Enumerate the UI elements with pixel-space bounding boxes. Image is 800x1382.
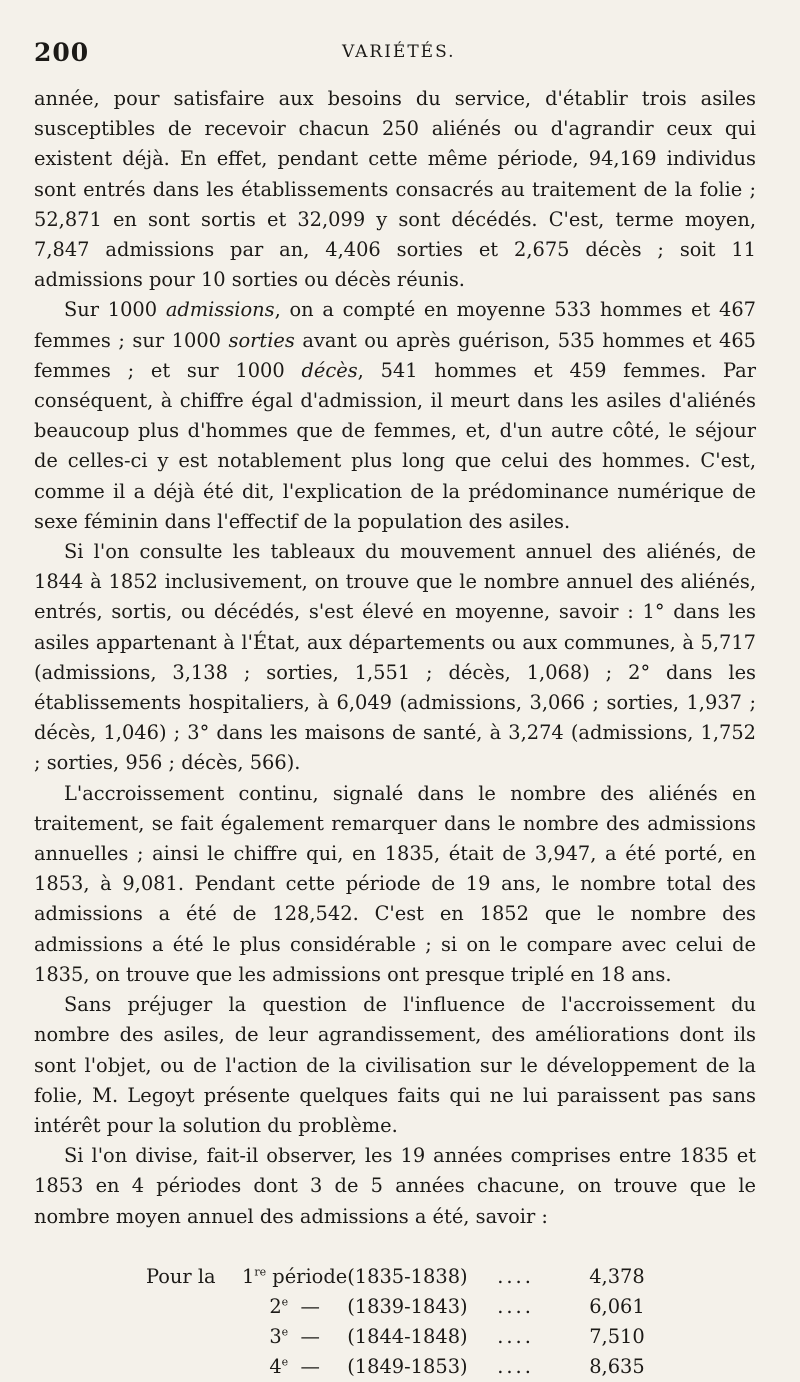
period-range: (1844-1848): [347, 1324, 468, 1348]
paragraph-5: Sans préjuger la question de l'influence de l'accroissement du nombre des asiles, de leur agrandissement, des améliorations dont ils sont l'objet, ou de l'action de la civilisation sur le développement de la folie, M. Legoyt présente quelques faits qui ne lui paraissent pas sans intérêt pour la solution du problème.: [34, 993, 756, 1137]
paragraph-4: L'accroissement continu, signalé dans le nombre des aliénés en traitement, se fait également remarquer dans le nombre des admissions annuelles ; ainsi le chiffre qui, en 1835, était de 3,947, a été porté, en 1853, à 9,081. Pendant cette période de 19 ans, le nombre total des admissions a été de 128,542. C'est en 1852 que le nombre des admissions a été le plus considérable ; si on le compare avec celui de 1835, on trouve que les admissions ont presque triplé en 18 ans.: [34, 781, 756, 986]
period-value: 7,510: [589, 1324, 645, 1348]
leader-dots: ....: [497, 1264, 534, 1288]
paragraph-2: Sur 1000 admissions, on a compté en moyenne 533 hommes et 467 femmes ; sur 1000 sorties avant ou après guérison, 535 hommes et 465 femmes ; et sur 1000 décès, 541 hommes et 459 femmes. Par conséquent, à chiffre égal d'admission, il meurt dans les asiles d'aliénés beaucoup plus d'hommes que de femmes, et, d'un autre côté, le séjour de celles-ci y est notablement plus long que celui des hommes. C'est, comme il a déjà été dit, l'explication de la prédominance numérique de sexe féminin dans l'effectif de la population des asiles.: [34, 298, 756, 533]
page-number: 200: [34, 38, 90, 67]
leader-dots: ....: [497, 1354, 534, 1378]
paragraph-6: Si l'on divise, fait-il observer, les 19 années comprises entre 1835 et 1853 en 4 périodes dont 3 de 5 années chacune, on trouve que le nombre moyen annuel des admissions a été, savoir :: [34, 1144, 756, 1228]
periods-table: [146, 1262, 669, 1382]
paragraph-3: Si l'on consulte les tableaux du mouvement annuel des aliénés, de 1844 à 1852 inclusivement, on trouve que le nombre annuel des aliénés, entrés, sortis, ou décédés, s'est élevé en moyenne, savoir : 1° dans les asiles appartenant à l'État, aux départements ou aux communes, à 5,717 (admissions, 3,138 ; sorties, 1,551 ; décès, 1,068) ; 2° dans les établissements hospitaliers, à 6,049 (admissions, 3,066 ; sorties, 1,937 ; décès, 1,046) ; 3° dans les maisons de santé, à 3,274 (admissions, 1,752 ; sorties, 956 ; décès, 566).: [34, 540, 756, 775]
period-row: [146, 1352, 669, 1382]
period-range: (1835-1838): [347, 1264, 468, 1288]
ditto-mark: —: [300, 1294, 320, 1318]
period-ordinal: 2e —: [269, 1294, 320, 1318]
running-title: VARIÉTÉS.: [342, 42, 456, 62]
period-value: 4,378: [589, 1264, 645, 1288]
period-value: 6,061: [589, 1294, 645, 1318]
emphasis-admissions: admissions: [165, 298, 275, 322]
period-ordinal: 3e —: [269, 1324, 320, 1348]
period-row: [146, 1262, 669, 1292]
emphasis-sorties: sorties: [228, 328, 295, 352]
period-lead-label: Pour la: [146, 1264, 216, 1288]
paragraph-1: année, pour satisfaire aux besoins du service, d'établir trois asiles susceptibles de recevoir chacun 250 aliénés ou d'agrandir ceux qui existent déjà. En effet, pendant cette même période, 94,169 individus sont entrés dans les établissements consacrés au traitement de la folie ; 52,871 en sont sortis et 32,099 y sont décédés. C'est, terme moyen, 7,847 admissions par an, 4,406 sorties et 2,675 décès ; soit 11 admissions pour 10 sorties ou décès réunis.: [34, 87, 756, 292]
period-row: [146, 1292, 669, 1322]
period-range: (1839-1843): [347, 1294, 468, 1318]
ditto-mark: —: [300, 1324, 320, 1348]
period-ordinal: 4e —: [269, 1354, 320, 1378]
emphasis-deces: décès: [301, 358, 358, 382]
period-row: [146, 1322, 669, 1352]
period-range: (1849-1853): [347, 1354, 468, 1378]
body-text: [34, 84, 756, 1232]
leader-dots: ....: [497, 1324, 534, 1348]
ditto-mark: —: [300, 1354, 320, 1378]
running-head: [34, 38, 756, 78]
leader-dots: ....: [497, 1294, 534, 1318]
period-ordinal: 1re période: [242, 1264, 348, 1288]
period-value: 8,635: [589, 1354, 645, 1378]
